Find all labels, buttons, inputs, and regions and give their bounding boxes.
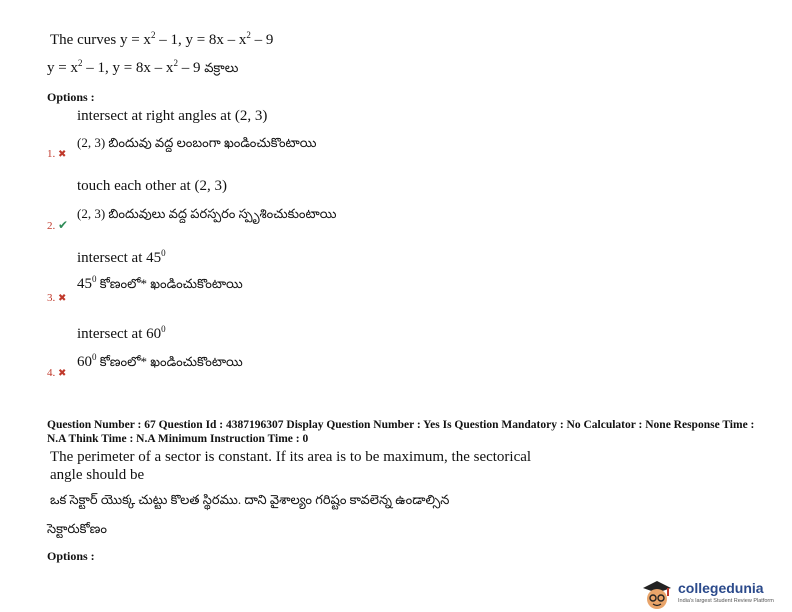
question-stem-line-2: angle should be — [50, 467, 145, 483]
cross-icon: ✖ — [58, 293, 67, 304]
superscript: 0 — [161, 248, 166, 258]
question-stem-english — [50, 32, 273, 49]
superscript: 2 — [77, 58, 83, 68]
collegedunia-logo — [640, 578, 790, 612]
option-1-number — [47, 148, 66, 160]
cross-icon: ✖ — [58, 368, 67, 379]
superscript: 0 — [92, 274, 97, 284]
option-4-telugu — [77, 354, 243, 373]
option-3-number — [47, 292, 66, 304]
option-text: కోణంలో* ఖండించుకొంటాయి — [96, 354, 243, 369]
option-number: 3. — [47, 292, 56, 304]
option-number: 2. — [47, 220, 56, 232]
stem-text: – 9 — [177, 60, 205, 76]
question-stem-telugu-line-1: ఒక సెక్టార్ యొక్క చుట్టు కొలత స్థిరము. దాని వైశాల్యం గరిష్టం కావలెన్న ఉండాల్సిన — [50, 492, 450, 507]
option-2-english: touch each other at (2, 3) — [77, 178, 227, 194]
option-text: 45 — [77, 276, 92, 292]
options-label: Options : — [47, 90, 95, 104]
stem-text: – 9 — [250, 32, 274, 48]
stem-text: – 1, y = 8x – x — [155, 32, 247, 48]
stem-text: The curves y = x — [50, 32, 151, 48]
option-2-number — [47, 218, 68, 233]
logo-name: collegedunia — [678, 580, 764, 596]
stem-text: వక్రాలు — [204, 60, 239, 75]
option-text: 60 — [77, 354, 92, 370]
option-3-english — [77, 250, 166, 267]
option-2-telugu: (2, 3) బిందువులు వద్ద పరస్పరం స్పృశించుకుంటాయి — [77, 206, 337, 221]
superscript: 0 — [92, 352, 97, 362]
option-1-telugu: (2, 3) బిందువు వద్ద లంబంగా ఖండించుకొంటాయి — [77, 135, 317, 150]
stem-text: – 1, y = 8x – x — [82, 60, 174, 76]
question-meta: Question Number : 67 Question Id : 4387196307 Display Question Number : Yes Is Question Mandatory : No Calculator : None Response Time : N.A Think Time : N.A Minimum Instruction Time : 0 — [47, 419, 755, 445]
option-3-telugu — [77, 276, 243, 295]
superscript: 2 — [246, 30, 251, 40]
options-label: Options : — [47, 549, 95, 563]
superscript: 0 — [161, 324, 166, 334]
option-4-number — [47, 367, 66, 379]
option-number: 1. — [47, 148, 56, 160]
check-icon: ✔ — [58, 218, 69, 232]
mascot-icon — [640, 578, 674, 612]
question-stem-telugu-line-2: సెక్టారుకోణం — [47, 521, 107, 536]
logo-tagline: India's largest Student Review Platform — [678, 598, 774, 604]
question-stem-telugu — [47, 60, 238, 79]
option-4-english — [77, 326, 166, 343]
option-text: intersect at 45 — [77, 250, 162, 266]
option-number: 4. — [47, 367, 56, 379]
superscript: 2 — [150, 30, 156, 40]
superscript: 2 — [173, 58, 178, 68]
option-text: కోణంలో* ఖండించుకొంటాయి — [96, 276, 243, 291]
cross-icon: ✖ — [58, 149, 67, 160]
stem-text: y = x — [47, 60, 78, 76]
question-stem-line-1: The perimeter of a sector is constant. If its area is to be maximum, the sectorical — [50, 449, 532, 465]
option-text: intersect at 60 — [77, 326, 162, 342]
option-1-english: intersect at right angles at (2, 3) — [77, 108, 268, 124]
